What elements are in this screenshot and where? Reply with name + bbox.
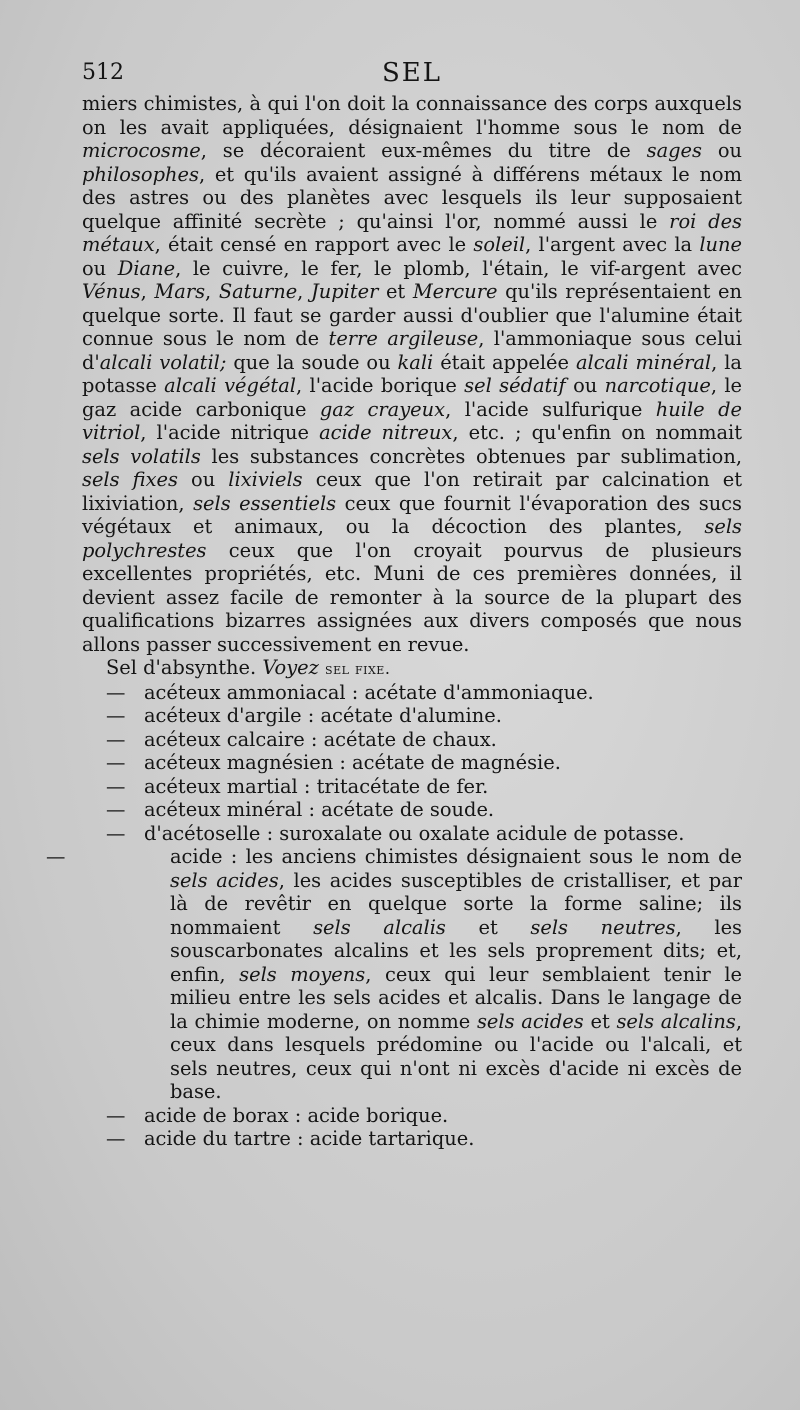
entry-aceteux-mineral: — acéteux minéral : acétate de soude. — [106, 798, 495, 821]
entry-sel-absynthe: Sel d'absynthe. Voyez sel fixe. — [106, 656, 391, 679]
entry-acide-tartre: — acide du tartre : acide tartarique. — [106, 1127, 475, 1150]
entry-acide-borax: — acide de borax : acide borique. — [106, 1103, 449, 1127]
entry-aceteux-ammoniacal: — acéteux ammoniacal : acétate d'ammoniaque. — [106, 680, 594, 704]
page-number: 512 — [82, 60, 124, 85]
entry-aceteux-argile: — acéteux d'argile : acétate d'alumine. — [106, 704, 502, 727]
entry-acide: — acide : les anciens chimistes désignaient sous le nom de sels acides, les acides susceptibles de cristalliser, et par là de revêtir en quelque sorte la forme saline; ils nommaient sels alcalis et sels neutres, les souscarbonates alcalins et les sels proprement dits; et, enfin, sels moyens, ceux qui leur semblaient tenir le milieu entre les sels acides et alcalis. Dans le langage de la chimie moderne, on nomme sels acides et sels alcalins, ceux dans lesquels prédomine ou l'acide ou l'alcali, et sels neutres, ceux qui n'ont ni excès d'acide ni excès de base. — [46, 845, 742, 1103]
entry-aceteux-magnesien: — acéteux magnésien : acétate de magnésie. — [106, 751, 561, 774]
running-head: SEL — [381, 58, 443, 88]
page-header — [82, 58, 742, 92]
entry-acetoselle: — d'acétoselle : suroxalate ou oxalate acidule de potasse. — [106, 821, 685, 845]
intro-paragraph: miers chimistes, à qui l'on doit la connaissance des corps auxquels on les avait appliquées, désignaient l'homme sous le nom de microcosme, se décoraient eux-mêmes du titre de sages ou philosophes, et qu'ils avaient assigné à différens métaux le nom des astres ou des planètes avec lesquels ils leur supposaient quelque affinité secrète ; qu'ainsi l'or, nommé aussi le roi des métaux, était censé en rapport avec le soleil, l'argent avec la lune ou Diane, le cuivre, le fer, le plomb, l'étain, le vif-argent avec Vénus, Mars, Saturne, Jupiter et Mercure qu'ils représentaient en quelque sorte. Il faut se garder aussi d'oublier que l'alumine était connue sous le nom de terre argileuse, l'ammoniaque sous celui d'alcali volatil; que la soude ou kali était appelée alcali minéral, la potasse alcali végétal, l'acide borique sel sédatif ou narcotique, le gaz acide carbonique gaz crayeux, l'acide sulfurique huile de vitriol, l'acide nitrique acide nitreux, etc. ; qu'enfin on nommait sels volatils les substances concrètes obtenues par sublimation, sels fixes ou lixiviels ceux que l'on retirait par calcination et lixiviation, sels essentiels ceux que fournit l'évaporation des sucs végétaux et animaux, ou la décoction des plantes, sels polychrestes ceux que l'on croyait pourvus de plusieurs excellentes propriétés, etc. Muni de ces premières données, il devient assez facile de remonter à la source de la plupart des qualifications bizarres assignées aux divers composés que nous allons passer successivement en revue. — [82, 92, 743, 656]
entry-aceteux-calcaire: — acéteux calcaire : acétate de chaux. — [106, 727, 497, 751]
entry-aceteux-martial: — acéteux martial : tritacétate de fer. — [106, 774, 489, 798]
body-text — [46, 92, 743, 1151]
